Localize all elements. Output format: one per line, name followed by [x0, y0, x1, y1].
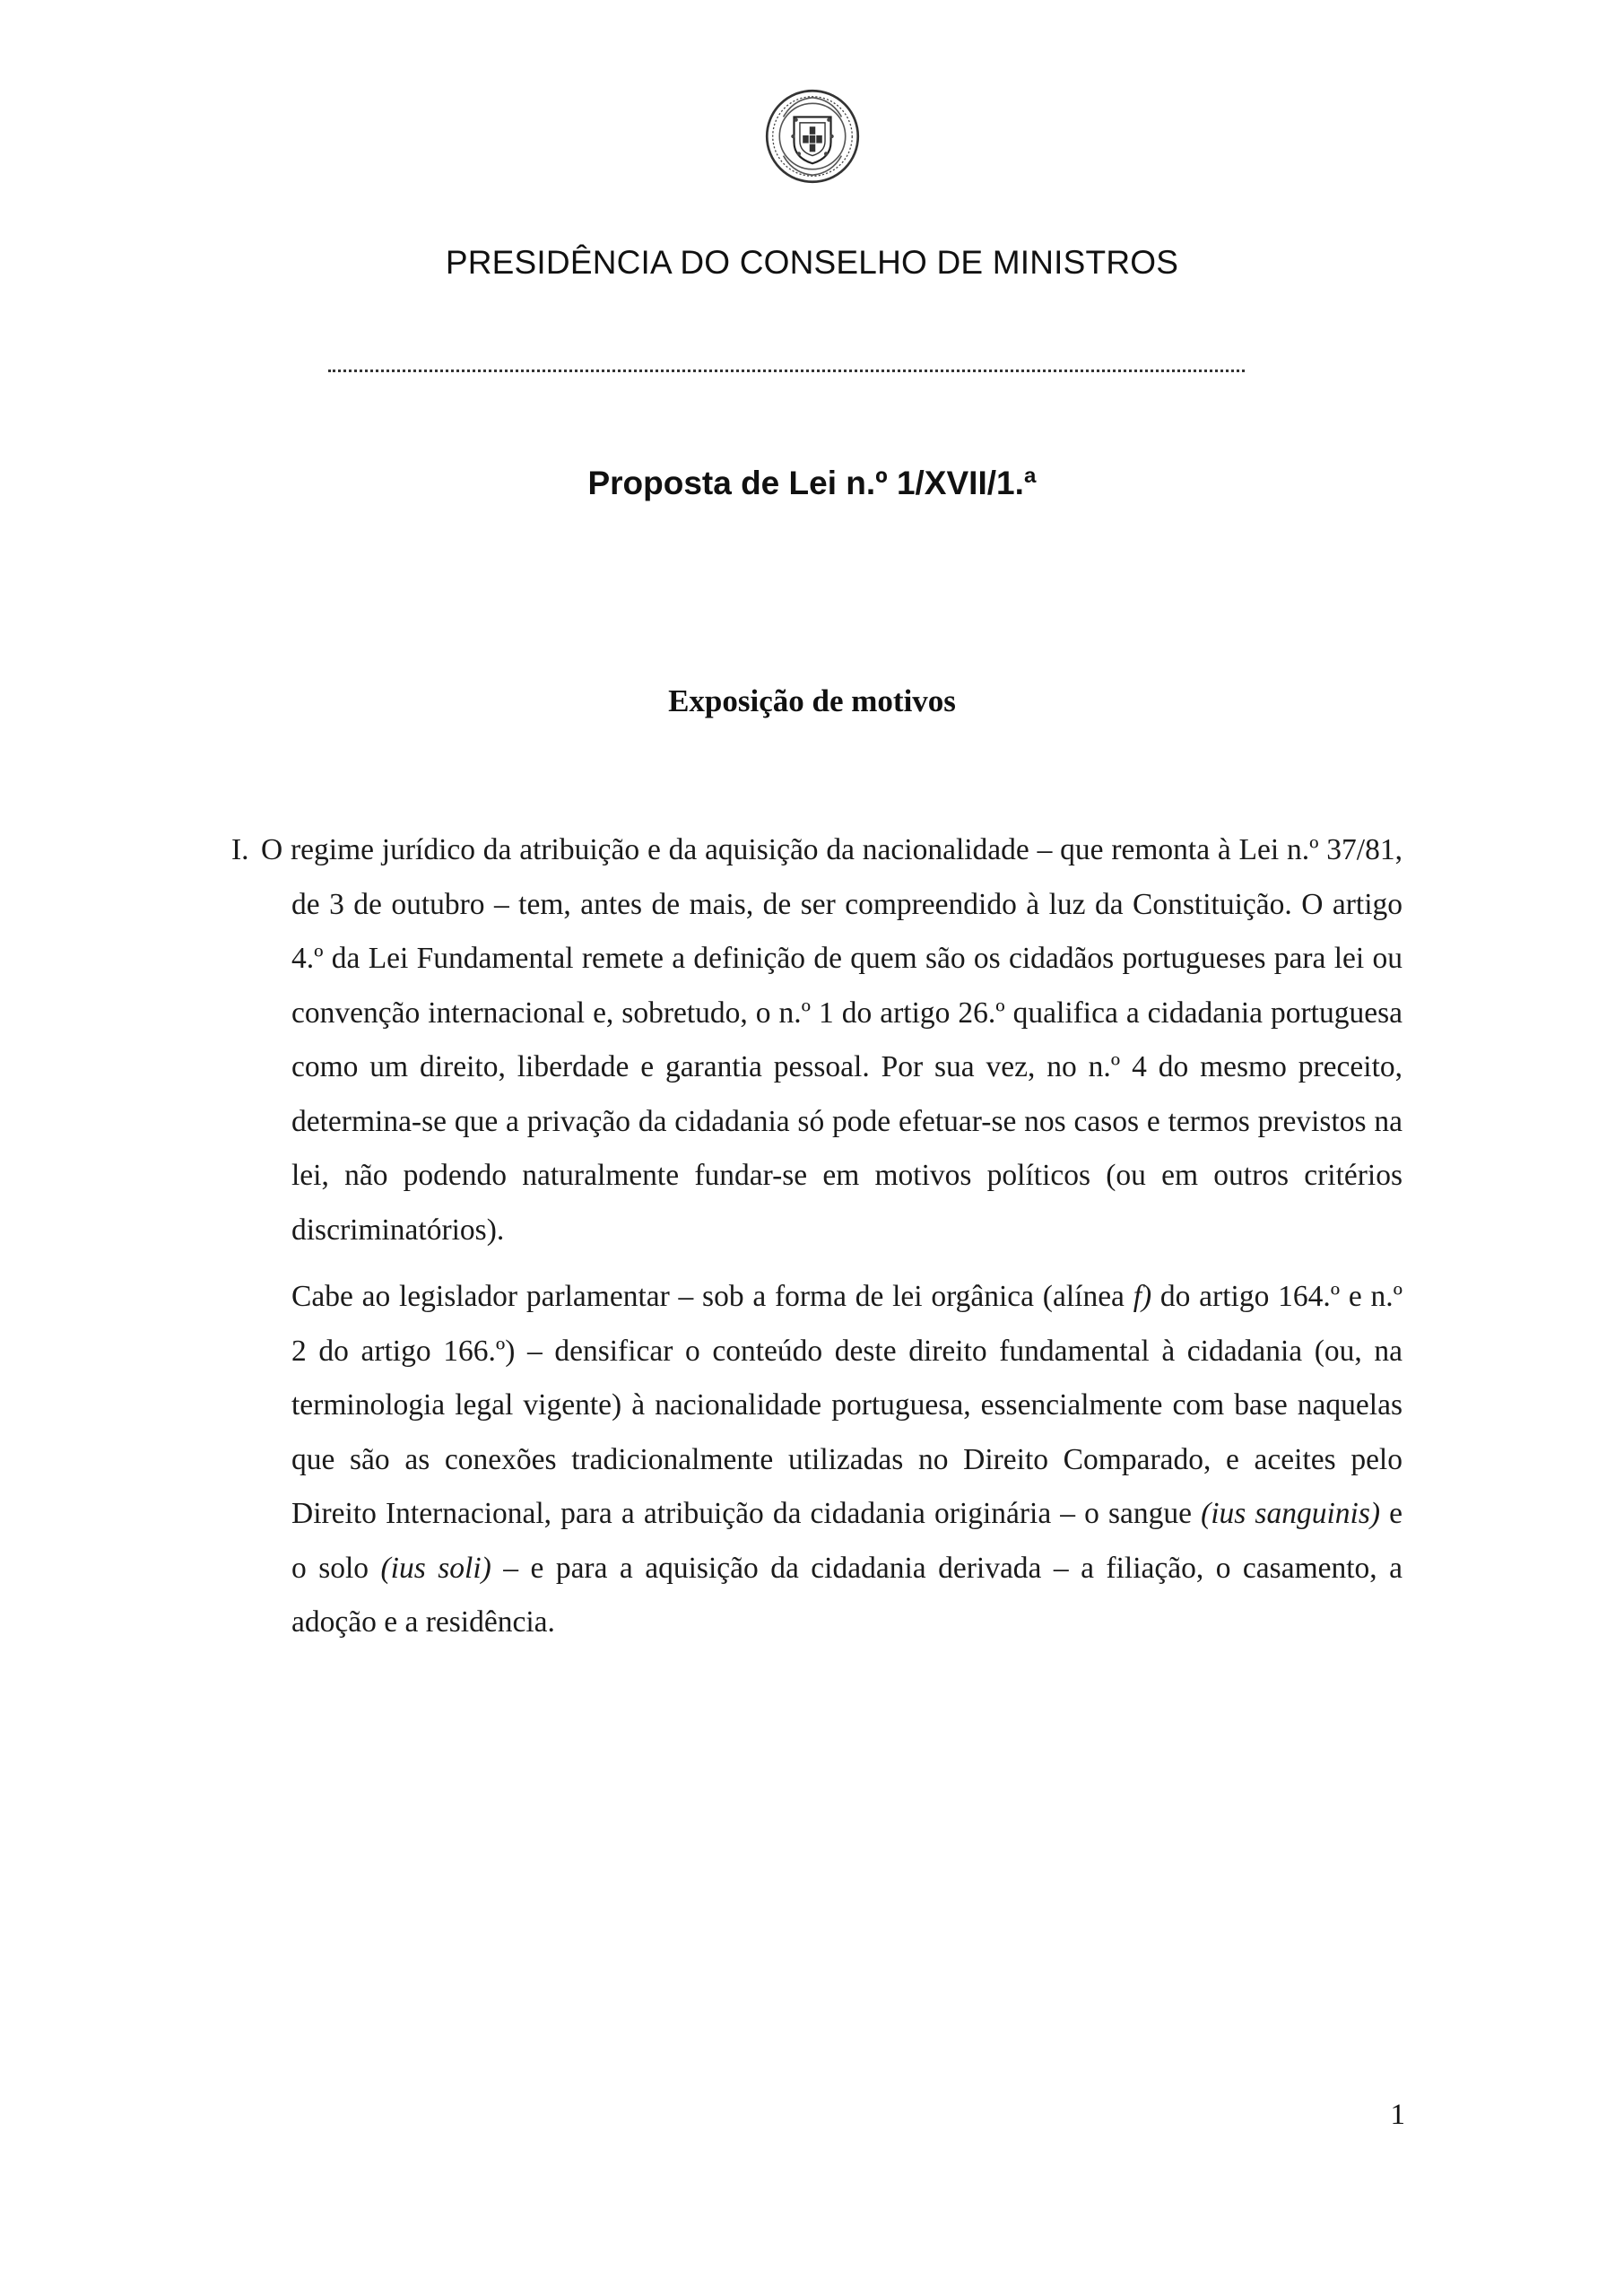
italic-term: f) — [1133, 1280, 1152, 1313]
section-heading: Exposição de motivos — [668, 683, 956, 718]
paragraph-2-text: do artigo 164.º e n.º 2 do artigo 166.º) – densificar o conteúdo deste direito fundamental à cidadania (ou, na terminologia legal vigente) à nacionalidade portuguesa, essencialmente com base naquelas que são as conexões tradicionalmente utilizadas no Direito Comparado, e aceites pelo Direito Internacional, para a atribuição da cidadania originária – o sangue — [291, 1280, 1403, 1530]
document-body — [231, 823, 1403, 1650]
italic-term: (ius soli) — [380, 1551, 491, 1585]
ministry-name: PRESIDÊNCIA DO CONSELHO DE MINISTROS — [445, 244, 1179, 281]
page-number: 1 — [1390, 2099, 1405, 2131]
italic-term: (ius sanguinis) — [1201, 1497, 1381, 1530]
paragraph-1 — [231, 823, 1403, 1257]
paragraph-1-text: O regime jurídico da atribuição e da aquisição da nacionalidade – que remonta à Lei n.º 37/81, de 3 de outubro – tem, antes de mais, de ser compreendido à luz da Constituição. O artigo 4.º da Lei Fundamental remete a definição de quem são os cidadãos portugueses para lei ou convenção internacional e, sobretudo, o n.º 1 do artigo 26.º qualifica a cidadania portuguesa como um direito, liberdade e garantia pessoal. Por sua vez, no n.º 4 do mesmo preceito, determina-se que a privação da cidadania só pode efetuar-se nos casos e termos previstos na lei, não podendo naturalmente fundar-se em motivos políticos (ou em outros critérios discriminatórios). — [261, 833, 1403, 1247]
paragraph-2 — [231, 1270, 1403, 1650]
dotted-separator — [328, 370, 1245, 372]
coat-of-arms-seal-icon — [764, 88, 861, 185]
paragraph-2-text: – e para a aquisição da cidadania derivada – a filiação, o casamento, a adoção e a residência. — [291, 1551, 1403, 1639]
paragraph-2-text: e o solo — [291, 1497, 1403, 1585]
paragraph-number: I. — [231, 833, 249, 866]
proposal-title: Proposta de Lei n.º 1/XVII/1.ª — [587, 465, 1037, 501]
paragraph-2-text: Cabe ao legislador parlamentar – sob a forma de lei orgânica (alínea — [291, 1280, 1133, 1313]
